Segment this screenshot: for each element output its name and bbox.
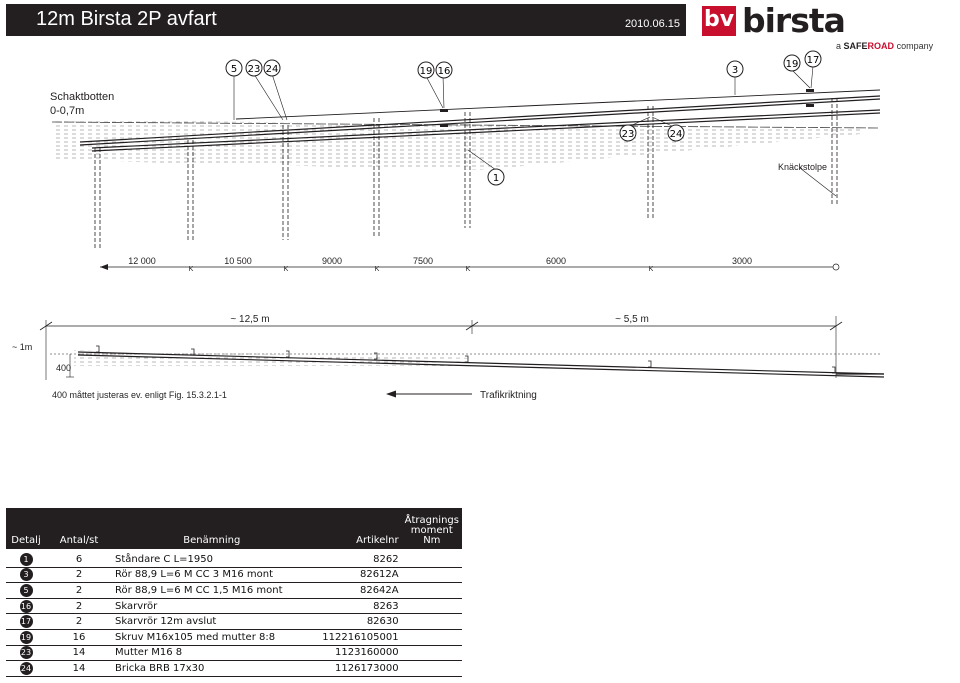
- table-row: 16 2 Skarvrör 8263: [6, 598, 462, 614]
- logo-badge: bv: [702, 6, 736, 36]
- logo-wordmark: birsta: [742, 1, 845, 40]
- svg-text:3: 3: [731, 65, 739, 76]
- span-length-1: ~ 12,5 m: [230, 314, 270, 325]
- company-tagline: a SAFEROAD company: [836, 41, 934, 51]
- dim-6000: 6000: [545, 256, 567, 266]
- table-row: 23 14 Mutter M16 8 1123160000: [6, 645, 462, 661]
- table-row: 1 6 Ståndare C L=1950 8262: [6, 549, 462, 567]
- knackstolpe-label: Knäckstolpe: [778, 162, 828, 172]
- callout-1: [488, 169, 504, 185]
- post: [832, 98, 837, 206]
- svg-text:16: 16: [437, 66, 451, 77]
- svg-text:24: 24: [669, 129, 683, 140]
- callout-23b: [620, 125, 636, 141]
- span-length-2: ~ 5,5 m: [615, 314, 649, 325]
- dim-3000: 3000: [731, 256, 753, 266]
- ground-label-2: 0-0,7m: [50, 105, 85, 117]
- table-row: 17 2 Skarvrör 12m avslut 82630: [6, 614, 462, 630]
- svg-text:23: 23: [247, 64, 261, 75]
- ground-label-1: Schaktbotten: [50, 91, 115, 103]
- callout-19: [418, 62, 434, 78]
- svg-text:19: 19: [419, 66, 433, 77]
- callout-5: [226, 60, 242, 76]
- post-marker: K: [374, 266, 380, 273]
- detail-bullet: 1: [20, 553, 33, 566]
- svg-text:19: 19: [785, 59, 799, 70]
- svg-text:24: 24: [265, 64, 279, 75]
- table-row: 5 2 Rör 88,9 L=6 M CC 1,5 M16 mont 82642A: [6, 583, 462, 599]
- detail-bullet: 23: [20, 648, 32, 658]
- detail-bullet: 19: [20, 632, 32, 642]
- col-article: Artikelnr: [356, 535, 399, 546]
- page-title: 12m Birsta 2P avfart: [36, 8, 217, 30]
- callout-3: [727, 61, 743, 77]
- callout-24b: [668, 125, 684, 141]
- callout-17: [805, 51, 821, 67]
- post-marker: K: [283, 266, 289, 273]
- dim-12000: 12 000: [128, 256, 156, 266]
- svg-text:17: 17: [806, 55, 820, 66]
- col-detail: Detalj: [11, 535, 41, 546]
- dim-7500: 7500: [412, 256, 434, 266]
- detail-bullet: 3: [20, 568, 33, 581]
- detail-bullet: 5: [20, 584, 33, 597]
- col-torque: Åtragnings moment Nm: [404, 515, 459, 546]
- revision-date: 2010.06.15: [624, 18, 680, 30]
- ground-hatch: [52, 120, 860, 170]
- col-name: Benämning: [183, 535, 241, 546]
- dimension-line: [100, 256, 839, 273]
- table-row: 3 2 Rör 88,9 L=6 M CC 3 M16 mont 82612A: [6, 567, 462, 583]
- post-marker: K: [188, 266, 194, 273]
- dim-9000: 9000: [321, 256, 343, 266]
- table-row: 24 14 Bricka BRB 17x30 1126173000: [6, 661, 462, 677]
- col-qty: Antal/st: [59, 535, 99, 546]
- svg-text:1: 1: [492, 173, 500, 184]
- parts-table: [6, 508, 462, 677]
- offset-label: ~ 1m: [12, 342, 33, 352]
- callout-24: [264, 60, 280, 76]
- svg-text:5: 5: [230, 64, 238, 75]
- detail-bullet: 17: [20, 617, 32, 627]
- table-row: 19 16 Skruv M16x105 med mutter 8:8 112216105001: [6, 629, 462, 645]
- post-marker: K: [465, 266, 471, 273]
- detail-bullet: 16: [20, 601, 32, 611]
- dim-10500: 10 500: [224, 256, 252, 266]
- callout-23: [246, 60, 262, 76]
- svg-text:23: 23: [621, 129, 635, 140]
- traffic-direction: Trafikriktning: [480, 390, 537, 401]
- table-header-row: [6, 508, 462, 549]
- post: [95, 148, 100, 248]
- plan-view: [12, 314, 884, 401]
- note-text: 400 måttet justeras ev. enligt Fig. 15.3.2.1-1: [52, 390, 227, 400]
- post: [648, 106, 653, 218]
- callout-19b: [784, 55, 800, 71]
- callout-16: [436, 62, 452, 78]
- detail-bullet: 24: [20, 663, 32, 673]
- post-marker: K: [648, 266, 654, 273]
- width-label: 400: [56, 363, 72, 373]
- elevation-view: [50, 51, 880, 273]
